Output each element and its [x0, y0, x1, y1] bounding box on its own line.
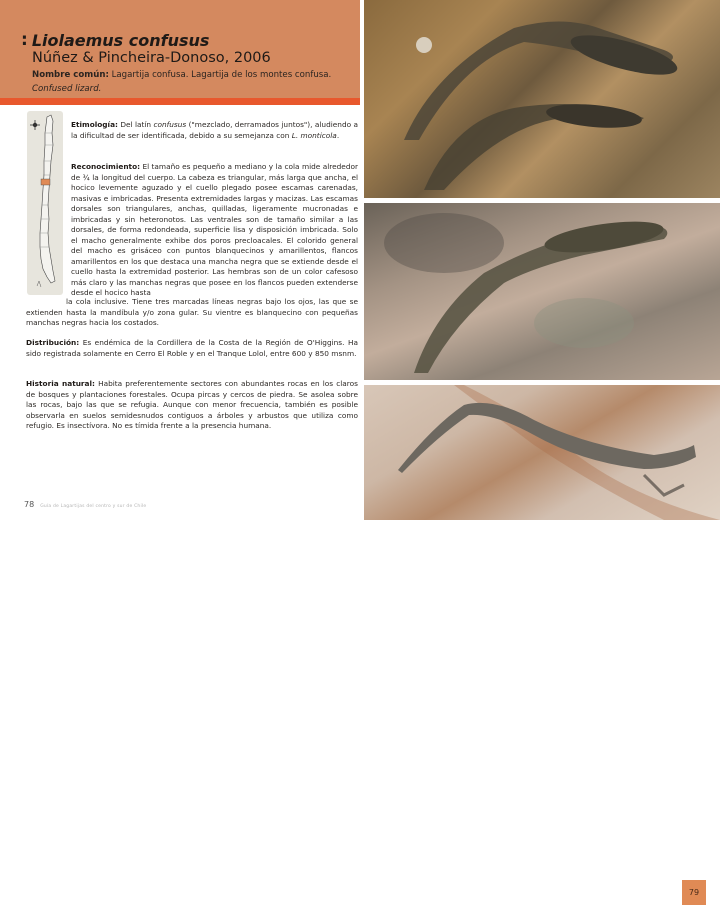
common-name: [32, 70, 331, 80]
section-reconocimiento: Reconocimiento: El tamaño es pequeño a mediano y la cola mide alrededor de ¾ la longitud del cuerpo. La cabeza es triangular, más larga que ancha, el hocico levemente aguzado y el cuello plegado posee escamas carenadas, masivas e imbricadas. Presenta extremidades largas y macizas. Las escamas dorsales son triangulares, anchas, quilladas, ligeramente mucronadas e imbricadas y sin heteronotos. Las ventrales son de tamaño similar a las dorsales, de forma redondeada, superficie lisa y disposición imbricada. Solo el macho generalmente exhibe dos poros precloacales. El colorido general del macho es grisáceo con puntos blanquecinos y amarillentos, flancos amarillentos en los que destaca una mancha negra que se extiende desde el cuello hasta la extremidad posterior. Las hembras son de un color cafesoso más claro y las manchas negras que posee en los flancos pueden extenderse desde el hocico hasta: [71, 162, 358, 297]
distribution-map: [27, 111, 63, 295]
lizard-photo-1: [364, 0, 720, 198]
chile-map-icon: [27, 111, 63, 295]
compass-rose-icon: [30, 120, 40, 130]
section-historia-natural: Historia natural: Habita preferentemente sectores con abundantes rocas en los claros de bosques y plantaciones forestales. Ocupa pircas y cercos de piedra. Se asolea sobre las rocas, bajo las que se refugia. Aunque con menor frecuencia, también es posible observarla en suelos semidesnudos contiguos a árboles y arbustos que utiliza como refugio. Es insectívora. No es tímida frente a la presencia humana.: [26, 379, 358, 430]
right-page: [360, 0, 720, 897]
title-marker-icon: :: [21, 30, 28, 50]
page-number-right: 79: [682, 880, 706, 905]
page-number-left: 78: [24, 500, 35, 509]
footer-left: [24, 500, 146, 509]
lizard-photo-2: [364, 203, 720, 380]
section-reconocimiento-continued: la cola inclusive. Tiene tres marcadas líneas negras bajo los ojos, las que se extienden hasta la mandíbula y/o zona gular. Su vientre es blanquecino con pequeñas manchas negras hacia los costados.: [26, 297, 358, 327]
common-name-label: Nombre común:: [32, 70, 109, 80]
title-row: [21, 31, 209, 50]
species-name: Liolaemus confusus: [31, 31, 210, 50]
historia-natural-label: Historia natural:: [26, 379, 95, 388]
english-name: Confused lizard.: [32, 84, 102, 94]
section-distribucion: Distribución: Es endémica de la Cordillera de la Costa de la Región de O'Higgins. Ha sido registrada solamente en Cerro El Roble y en el Tranque Lolol, entre 600 y 850 msnm.: [26, 338, 358, 358]
header-stripe: [0, 98, 360, 105]
etimologia-label: Etimología:: [71, 120, 118, 129]
lizard-photo-3: [364, 385, 720, 897]
common-name-value: Lagartija confusa. Lagartija de los montes confusa.: [111, 70, 332, 80]
distribucion-label: Distribución:: [26, 338, 80, 347]
range-highlight: [41, 179, 50, 185]
section-etimologia: Etimología: Del latín confusus ("mezclado, derramados juntos"), aludiendo a la dificultad de ser identificada, debido a su semejanza con L. monticola.: [71, 120, 358, 140]
left-page: [0, 0, 360, 520]
reconocimiento-label: Reconocimiento:: [71, 162, 141, 171]
species-author: Núñez & Pincheira-Donoso, 2006: [32, 50, 271, 66]
book-title: Guía de Lagartijas del centro y sur de Chile: [40, 504, 147, 509]
